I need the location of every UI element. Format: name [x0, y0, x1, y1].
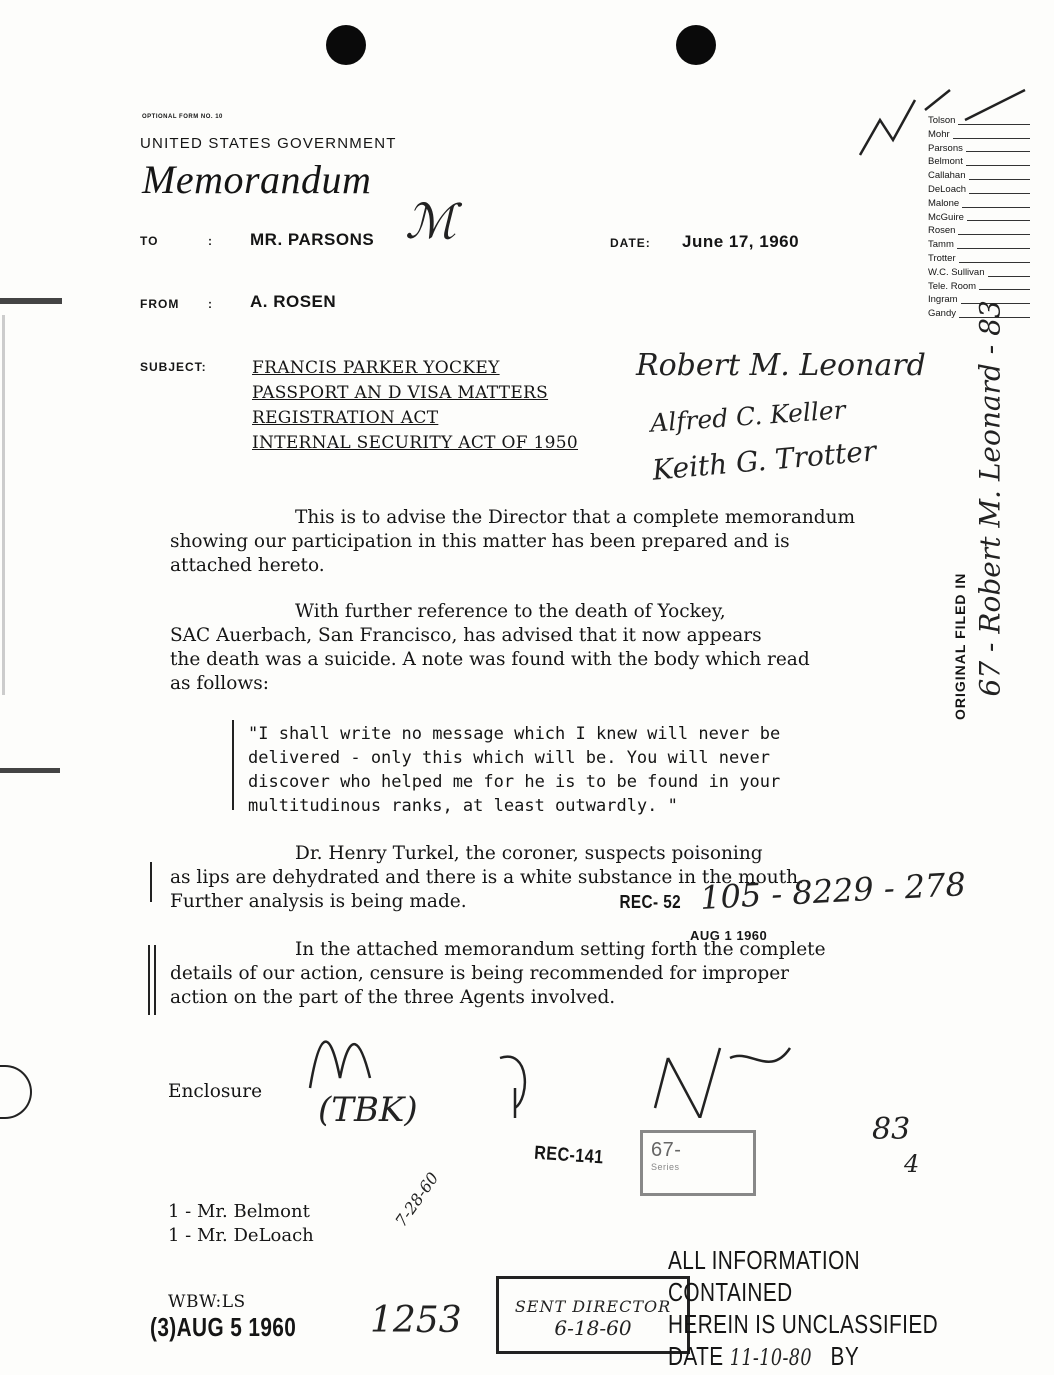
routing-item: Ingram [928, 293, 1030, 307]
aug-5-stamp: (3)AUG 5 1960 [150, 1312, 297, 1342]
scan-artifact [0, 768, 60, 773]
subject-line: REGISTRATION ACT [252, 408, 439, 428]
to-initials: ℳ [405, 194, 457, 250]
date-label: DATE: [610, 236, 651, 250]
to-colon: : [208, 234, 213, 248]
sent-director-stamp: SENT DIRECTOR 6-18-60 [496, 1276, 690, 1354]
date-value: June 17, 1960 [682, 232, 800, 251]
routing-item: McGuire [928, 211, 1030, 225]
routing-item: Gandy [928, 307, 1030, 321]
from-colon: : [208, 297, 213, 311]
aug-1-stamp: AUG 1 1960 [690, 928, 768, 943]
paragraph-4: In the attached memorandum setting forth the complete details of our action, censure is being recommended for improper action on the part of the three Agents involved. [170, 939, 826, 1008]
routing-item: Malone [928, 197, 1030, 211]
paragraph-1: This is to advise the Director that a complete memorandum showing our participation in this matter has been prepared and is attached hereto. [170, 507, 856, 576]
to-value: MR. PARSONS [250, 230, 375, 249]
quote-bar [232, 720, 234, 810]
suicide-note-quote: "I shall write no message which I knew will never be delivered - only this which will be. You will never discover who helped me for he is to be found in your multitudinous ranks, at least outwardly. " [248, 724, 781, 816]
handwritten-scribble [300, 1018, 800, 1118]
typist-initials: WBW:LS [168, 1292, 246, 1312]
government-heading: UNITED STATES GOVERNMENT [140, 135, 397, 152]
handwritten-name: Alfred C. Keller [649, 395, 847, 438]
subject-line: INTERNAL SECURITY ACT OF 1950 [252, 433, 578, 453]
punch-hole-left [326, 25, 366, 65]
paragraph-3: Dr. Henry Turkel, the coroner, suspects poisoning as lips are dehydrated and there is a white substance in the mouth. Further analysis is being made. [170, 843, 804, 912]
margin-bar [148, 945, 150, 1015]
handwritten-1253: 1253 [370, 1300, 462, 1341]
rec-52-stamp: REC- 52 [619, 892, 682, 912]
cc-list [168, 1200, 314, 1248]
original-filed-stamp: ORIGINAL FILED IN [952, 572, 968, 720]
memorandum-title: Memorandum [142, 157, 372, 202]
handwritten-name: Keith G. Trotter [650, 434, 878, 487]
margin-bar [154, 945, 156, 1015]
routing-item: Callahan [928, 169, 1030, 183]
handwritten-checkmark [855, 80, 1035, 170]
handwritten-83: 83 [872, 1112, 911, 1147]
file-box-stamp: 67- Series [640, 1130, 756, 1196]
rec-141-stamp: REC-141 [533, 1142, 605, 1169]
declassification-stamp: ALL INFORMATION CONTAINED HEREIN IS UNCLASSIFIED DATE 11-10-80 BY [668, 1245, 939, 1371]
routing-item: DeLoach [928, 183, 1030, 197]
margin-bar [150, 862, 152, 902]
subject-label: SUBJECT: [140, 360, 207, 374]
subject-block [252, 356, 578, 456]
scan-artifact [2, 315, 5, 695]
routing-item: W.C. Sullivan [928, 266, 1030, 280]
routing-item: Tele. Room [928, 280, 1030, 294]
routing-item: Parsons [928, 142, 1030, 156]
margin-handwriting: 67 - Robert M. Leonard - 83 [973, 300, 1007, 697]
enclosure-label: Enclosure [168, 1081, 263, 1102]
routing-item: Rosen [928, 224, 1030, 238]
routing-item: Tamm [928, 238, 1030, 252]
cc-item: 1 - Mr. Belmont [168, 1201, 310, 1222]
handwritten-date: 7-28-60 [391, 1168, 443, 1231]
routing-item: Trotter [928, 252, 1030, 266]
file-number: 105 - 8229 - 278 [699, 865, 967, 917]
routing-item: Belmont [928, 155, 1030, 169]
scan-artifact [0, 298, 62, 304]
handwritten-name: Robert M. Leonard [636, 348, 926, 383]
punch-hole-right [676, 25, 716, 65]
handwritten-4: 4 [904, 1150, 920, 1178]
scan-artifact [0, 1065, 32, 1119]
paragraph-2: With further reference to the death of Yockey, SAC Auerbach, San Francisco, has advised that it now appears the death was a suicide. A note was found with the body which read as follows: [170, 601, 810, 694]
from-value: A. ROSEN [250, 292, 337, 311]
form-number: OPTIONAL FORM NO. 10 [142, 114, 223, 120]
subject-line: FRANCIS PARKER YOCKEY [252, 358, 500, 378]
cc-item: 1 - Mr. DeLoach [168, 1225, 314, 1246]
routing-item: Mohr [928, 128, 1030, 142]
to-label: TO [140, 234, 159, 248]
from-label: FROM [140, 297, 180, 311]
routing-item: Tolson [928, 114, 1030, 128]
subject-line: PASSPORT AN D VISA MATTERS [252, 383, 549, 403]
handwritten-tbk: (TBK) [318, 1090, 418, 1130]
